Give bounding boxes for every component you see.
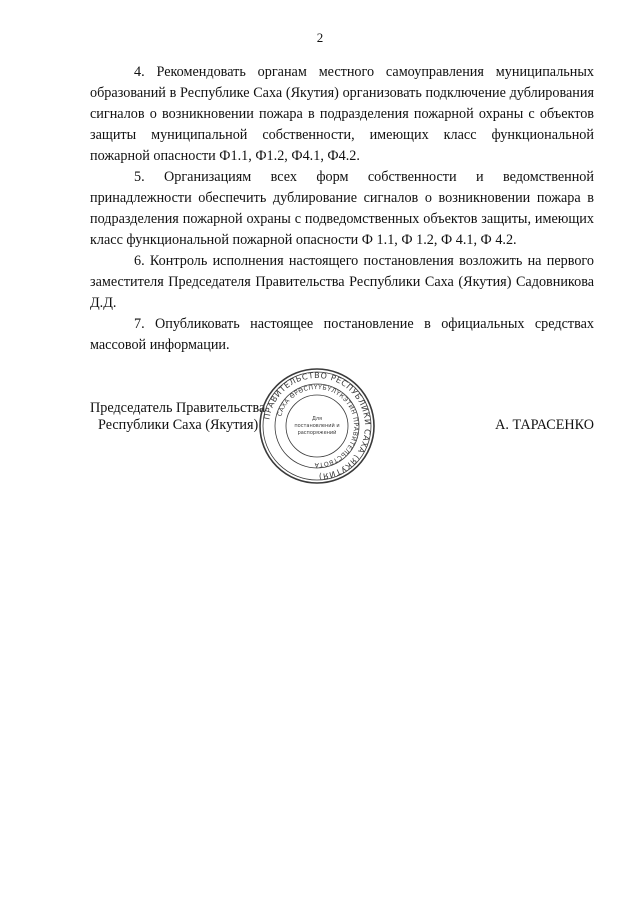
signatory-title-line2: Республики Саха (Якутия) <box>98 417 259 433</box>
signatory-name: А. ТАРАСЕНКО <box>495 417 594 433</box>
paragraph-5: 5. Организациям всех форм собственности и ведомственной принадлежности обеспечить дублирование сигналов о возникновении пожара в подразделения пожарной охраны с подведомственных объектов защиты, имеющих класс функциональной пожарной опасности Ф 1.1, Ф 1.2, Ф 4.1, Ф 4.2. <box>90 169 594 248</box>
seal-center-line3: распоряжений <box>297 430 337 436</box>
paragraph-6: 6. Контроль исполнения настоящего постановления возложить на первого заместителя Председателя Правительства Республики Саха (Якутия) Садовникова Д.Д. <box>90 253 594 311</box>
paragraph-7: 7. Опубликовать настоящее постановление в официальных средствах массовой информации. <box>90 316 594 353</box>
seal-outer-text: ПРАВИТЕЛЬСТВО РЕСПУБЛИКИ САХА (ЯКУТИЯ) <box>262 370 373 482</box>
page-number: 2 <box>316 30 324 45</box>
official-seal <box>257 366 377 486</box>
paragraph-4: 4. Рекомендовать органам местного самоуправления муниципальных образований в Республике Саха (Якутия) организовать подключение дублирования сигналов о возникновении пожара в подразделения пожарной охраны с объектов защиты муниципальной собственности, имеющих класс функциональной пожарной опасности Ф1.1, Ф1.2, Ф4.1, Ф4.2. <box>90 64 594 164</box>
seal-graphic <box>257 366 377 486</box>
seal-center-line1: Для <box>311 416 323 422</box>
signatory-title-line1: Председатель Правительства <box>90 400 266 416</box>
seal-center-line2: постановлений и <box>294 423 340 429</box>
document-body <box>90 62 594 356</box>
seal-inner-text: САХА ӨРӨСПҮҮБҮЛҮКЭТИН ПРАВИТЕЛЬСТВОТА <box>276 383 360 469</box>
